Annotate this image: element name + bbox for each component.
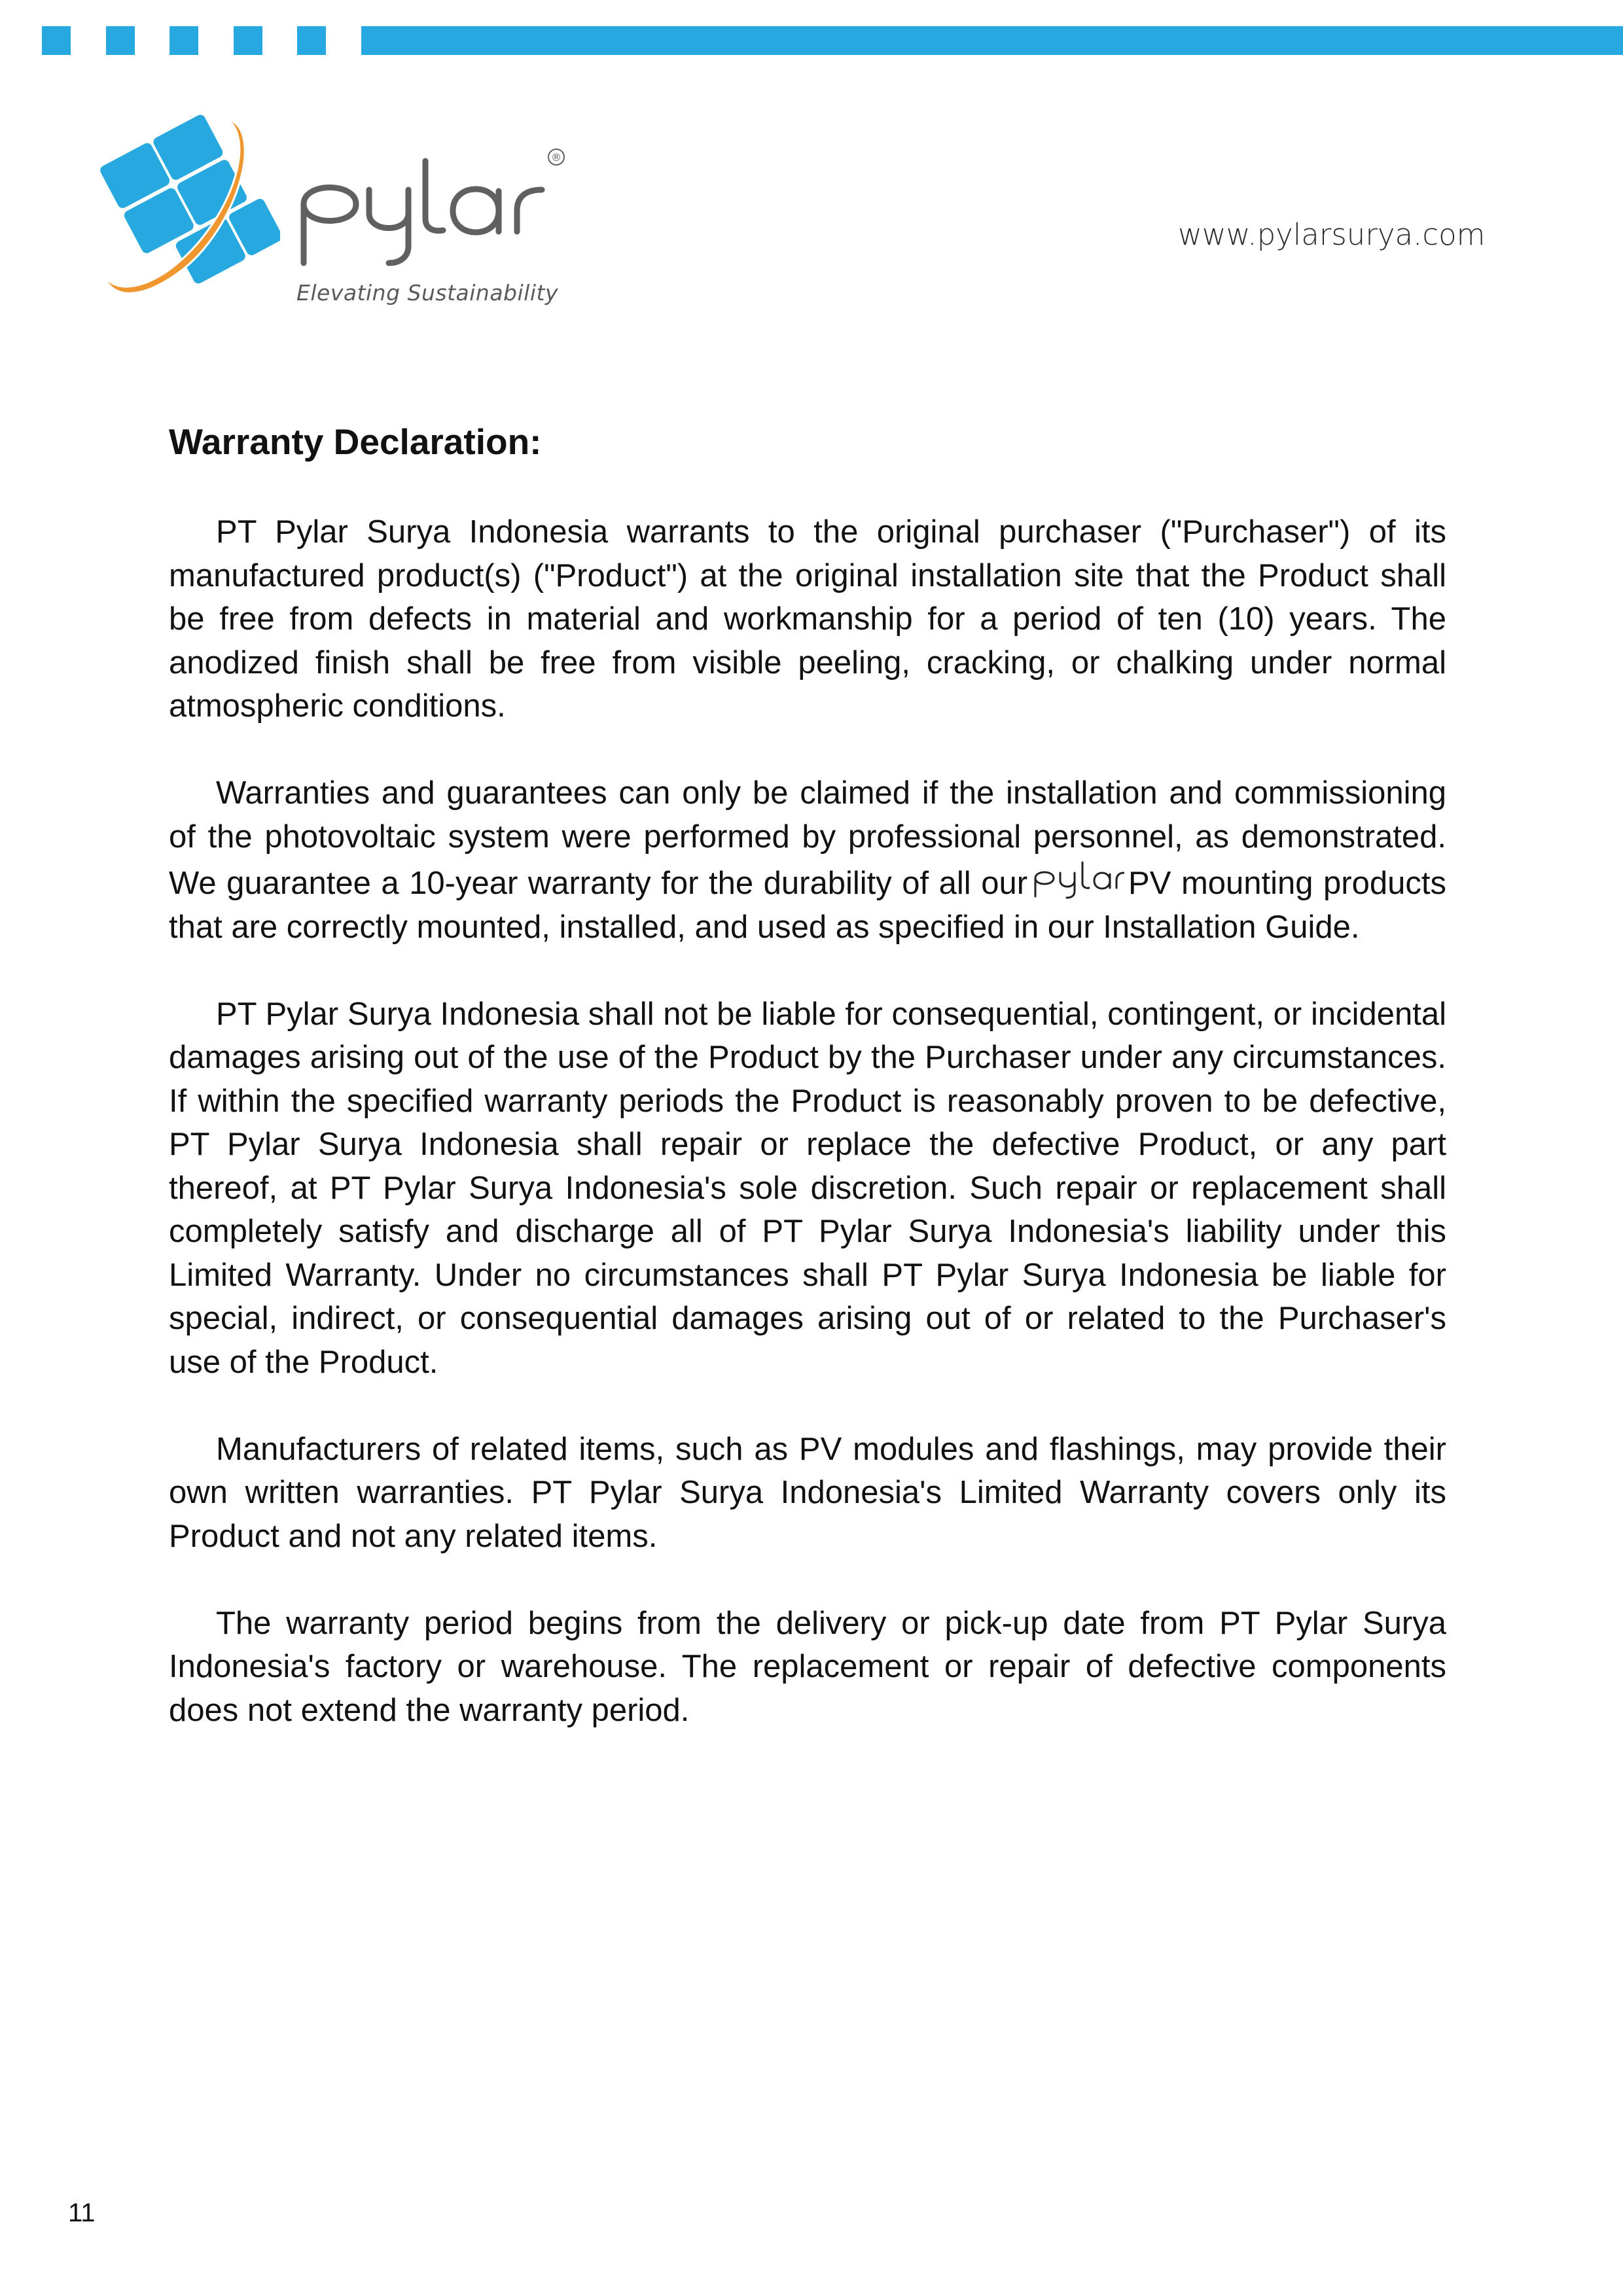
page-title: Warranty Declaration: [169,421,542,462]
header-decor-square [297,26,326,55]
paragraph-warranty-scope: PT Pylar Surya Indonesia warrants to the original purchaser ("Purchaser") of its manufactured product(s) ("Product") at the original installation site that the Product shall be free from defects in material and workmanship for a period of ten (10) years. The anodized finish shall be free from visible peeling, cracking, or chalking under normal atmospheric conditions. [169,514,1446,724]
brand-tagline: Elevating Sustainability [296,280,558,306]
header-decor-square [169,26,198,55]
header-decor-square [42,26,71,55]
paragraph-installation-requirement [169,771,1446,949]
paragraph-text: Warranties and guarantees can only be claimed if the installation and commissioning of the photovoltaic system were performed by professional personnel, as demonstrated. We guarantee a 10-year warranty for the durability of all our [169,775,1446,901]
header-decor-square [234,26,262,55]
pylar-wordmark [296,141,571,272]
pylar-logo-icon [97,105,280,314]
website-link[interactable]: www.pylarsurya.com [1178,217,1486,252]
paragraph-text: PV mounting products that are correctly mounted, installed, and used as specified in our Installation Guide. [169,866,1446,945]
paragraph-related-items: Manufacturers of related items, such as PV modules and flashings, may provide their own written warranties. PT Pylar Surya Indonesia's Limited Warranty covers only its Product and not any related items. [169,1431,1446,1554]
header-decor-bar [361,26,1623,55]
page-number: 11 [68,2199,96,2227]
header-decor-square [106,26,135,55]
paragraph-liability: PT Pylar Surya Indonesia shall not be liable for consequential, contingent, or incidental damages arising out of the use of the Product by the Purchaser under any circumstances. If within the specified warranty periods the Product is reasonably proven to be defective, PT Pylar Surya Indonesia shall repair or replace the defective Product, or any part thereof, at PT Pylar Surya Indonesia's sole discretion. Such repair or replacement shall completely satisfy and discharge all of PT Pylar Surya Indonesia's liability under this Limited Warranty. Under no circumstances shall PT Pylar Surya Indonesia be liable for special, indirect, or consequential damages arising out of or related to the Purchaser's use of the Product. [169,996,1446,1380]
registered-mark: ® [551,151,562,164]
document-body [169,416,1446,1776]
paragraph-warranty-period: The warranty period begins from the delivery or pick-up date from PT Pylar Surya Indonesia's factory or warehouse. The replacement or repair of defective components does not extend the warranty period. [169,1605,1446,1728]
pylar-inline-logo-icon [1031,858,1124,899]
